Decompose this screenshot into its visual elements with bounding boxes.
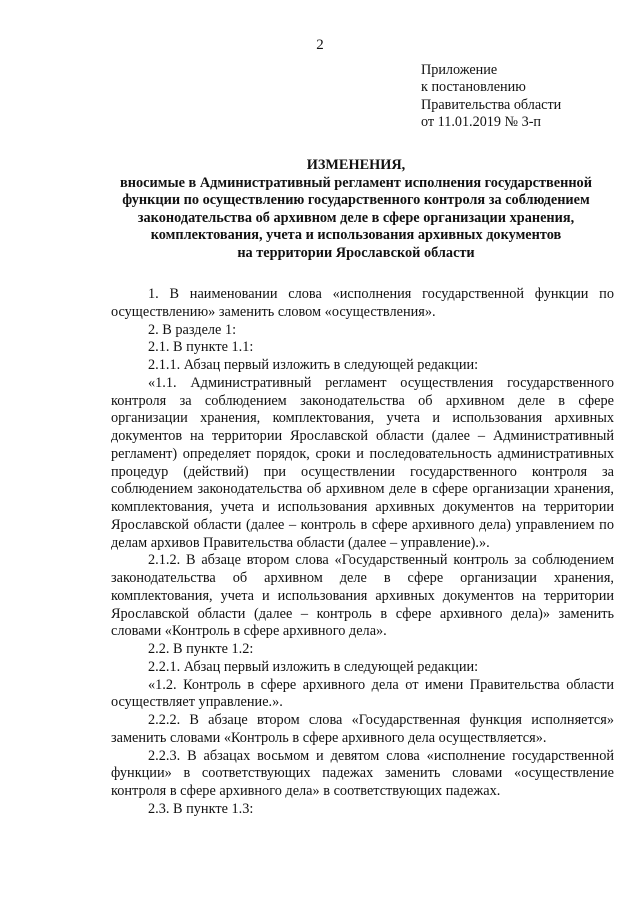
page-number: 2 — [316, 37, 324, 53]
title-line: функции по осуществлению государственного контроля за соблюдением — [122, 192, 590, 209]
paragraph-2-3: 2.3. В пункте 1.3: — [148, 800, 254, 817]
paragraph-quote-1-2: «1.2. Контроль в сфере архивного дела от имени Правительства области осуществляет управление.». — [111, 676, 614, 711]
appendix-line-3: Правительства области — [421, 96, 562, 113]
paragraph-2-2-2: 2.2.2. В абзаце втором слова «Государственная функция исполняется» заменить словами «Контроль в сфере архивного дела осуществляется». — [111, 712, 614, 746]
title-heading: ИЗМЕНЕНИЯ, — [306, 157, 406, 173]
paragraph-quote-1-1: «1.1. Административный регламент осуществления государственного контроля за соблюдением законодательства об архивном деле в сфере организации хранения, комплектования, учета и использования архивных документов на территории Ярославской области (далее – Административный регламент) определяет порядок, сроки и последовательность административных процедур (действий) при осуществлении государственного контроля за соблюдением законодательства об архивном деле в сфере организации хранения, комплектования, учета и использования архивных документов на территории Ярославской области (далее – контроль в сфере архивного дела) управлением по делам архивов Правительства области (далее – управление).». — [111, 374, 614, 551]
paragraph-2-2-3: 2.2.3. В абзацах восьмом и девятом слова «исполнение государственной функции» в соответствующих падежах заменить словами «осуществление контроля в сфере архивного дела» в соответствующих падежах. — [111, 747, 614, 799]
appendix-line-2: к постановлению — [421, 79, 526, 96]
paragraph-2-1-1: 2.1.1. Абзац первый изложить в следующей редакции: — [148, 357, 479, 373]
document-title — [96, 157, 616, 263]
paragraph-2-2-1: 2.2.1. Абзац первый изложить в следующей редакции: — [148, 658, 479, 675]
title-line: вносимые в Административный регламент исполнения государственной — [120, 174, 592, 191]
appendix-line-1: Приложение — [421, 62, 498, 78]
paragraph-2: 2. В разделе 1: — [148, 321, 237, 338]
title-line: законодательства об архивном деле в сфере организации хранения, — [137, 209, 575, 226]
paragraph-2-2: 2.2. В пункте 1.2: — [148, 641, 254, 657]
document-body — [111, 286, 614, 819]
paragraph-2-1: 2.1. В пункте 1.1: — [148, 339, 254, 356]
paragraph-2-1-2: 2.1.2. В абзаце втором слова «Государственный контроль за соблюдением законодательства об архивном деле в сфере организации хранения, комплектования, учета и использования архивных документов на территории Ярославской области (далее – контроль в сфере архивного дела)» заменить словами «Контроль в сфере архивного дела». — [111, 552, 614, 640]
appendix-block — [421, 62, 561, 132]
title-line: на территории Ярославской области — [237, 244, 475, 261]
appendix-line-4: от 11.01.2019 № 3-п — [421, 114, 542, 131]
title-line: комплектования, учета и использования архивных документов — [150, 227, 562, 244]
paragraph-1: 1. В наименовании слова «исполнения государственной функции по осуществлению» заменить словом «осуществления». — [111, 286, 614, 320]
